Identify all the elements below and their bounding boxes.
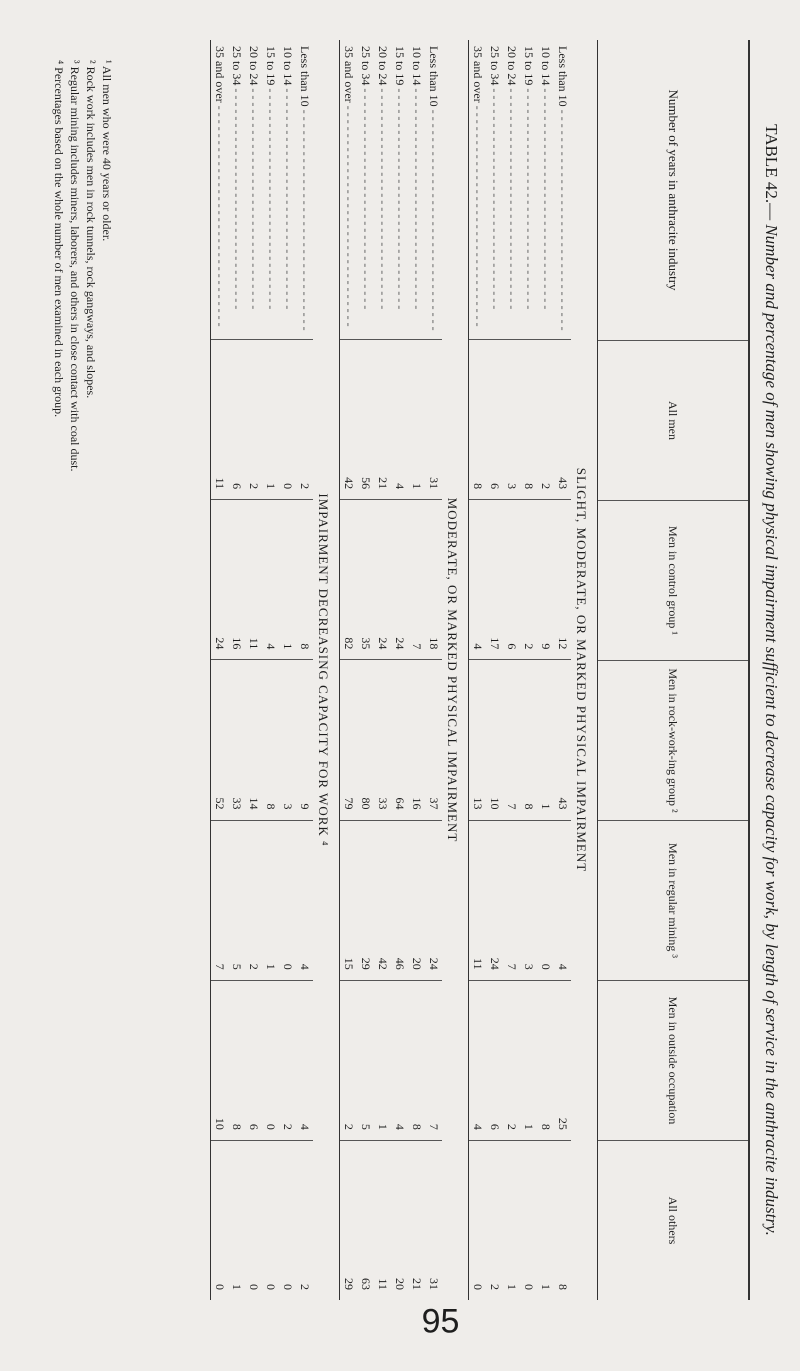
- row-label: 20 to 24 - - -: [374, 40, 391, 340]
- table-cell: 1: [262, 340, 279, 500]
- table-cell: 64: [391, 660, 408, 820]
- row-label: 20 to 24 - - -: [503, 40, 520, 340]
- table-cell: 82: [340, 500, 357, 660]
- table-cell: 1: [279, 500, 296, 660]
- row-label: 15 to 19 - - -: [262, 40, 279, 340]
- table-cell: 4: [391, 981, 408, 1141]
- table-cell: 8: [520, 660, 537, 820]
- table-cell: 63: [359, 1278, 373, 1291]
- table-cell: 9: [537, 500, 554, 660]
- table-cell: 24: [211, 500, 228, 660]
- table-cell: 1: [408, 340, 425, 500]
- table-cell: 3: [520, 821, 537, 981]
- table-row: [211, 40, 228, 1300]
- table-cell: 52: [211, 660, 228, 820]
- column-heading: All others: [666, 1196, 680, 1245]
- table-cell: 11: [376, 1278, 390, 1291]
- footnote: ³ Regular mining includes miners, laborers, and others in close contact with coal dust.: [68, 60, 82, 472]
- footnote: ¹ All men who were 40 years or older.: [100, 60, 114, 242]
- column-heading: Men in outside occupation: [598, 981, 748, 1141]
- table-cell: 1: [262, 821, 279, 981]
- table-row: [374, 40, 391, 1300]
- column-heading: Men in rock-work-ing group ²: [598, 661, 748, 821]
- column-heading: Men in control group ¹: [598, 501, 748, 661]
- table-cell: 16: [228, 500, 245, 660]
- table-cell: 24: [374, 500, 391, 660]
- row-label: 15 to 19 - - -: [391, 40, 408, 340]
- row-label: 15 to 19 - - -: [520, 40, 537, 340]
- table-cell: 1: [505, 1284, 519, 1291]
- table-cell: 2: [245, 821, 262, 981]
- table-cell: 21: [410, 1278, 424, 1291]
- table-row: [486, 40, 503, 1300]
- table-cell: 37: [425, 660, 442, 820]
- table-section: [339, 40, 464, 1300]
- table-row: [469, 40, 486, 1300]
- table-cell: 31: [425, 340, 442, 500]
- page-number: 95: [421, 1302, 460, 1341]
- table-cell: 7: [503, 821, 520, 981]
- table-cell: 0: [264, 1284, 278, 1291]
- row-label: Less than 10 - - -: [554, 40, 571, 340]
- table-cell: 8: [556, 1284, 570, 1291]
- table-section: [210, 40, 335, 1300]
- table-cell: 8: [296, 500, 313, 660]
- table-cell: 7: [211, 821, 228, 981]
- table-cell: 42: [340, 340, 357, 500]
- column-heading: Men in regular mining ³: [598, 821, 748, 981]
- table-row: [262, 40, 279, 1300]
- row-label: Less than 10 - - -: [296, 40, 313, 340]
- table-cell: 2: [537, 340, 554, 500]
- table-row: [357, 40, 374, 1300]
- table-cell: 15: [340, 821, 357, 981]
- table-cell: 2: [340, 981, 357, 1141]
- table-cell: 1: [537, 660, 554, 820]
- table-cell: 6: [245, 981, 262, 1141]
- table-cell: 1: [374, 981, 391, 1141]
- table-cell: 33: [228, 660, 245, 820]
- table-cell: 33: [374, 660, 391, 820]
- table-cell: 56: [357, 340, 374, 500]
- table-cell: 0: [522, 1284, 536, 1291]
- table-cell: 6: [486, 981, 503, 1141]
- table-cell: 6: [486, 340, 503, 500]
- table-row: [408, 40, 425, 1300]
- table-cell: 7: [408, 500, 425, 660]
- table-cell: 43: [554, 660, 571, 820]
- table-section: [468, 40, 593, 1300]
- table-cell: 43: [554, 340, 571, 500]
- footnotes: [51, 60, 115, 1300]
- row-label: 10 to 14 - - -: [279, 40, 296, 340]
- table-cell: 0: [281, 1284, 295, 1291]
- table-cell: 1: [539, 1284, 553, 1291]
- table-cell: 0: [471, 1284, 485, 1291]
- table-cell: 0: [262, 981, 279, 1141]
- table-cell: 11: [245, 500, 262, 660]
- table-cell: 46: [391, 821, 408, 981]
- table-cell: 4: [469, 981, 486, 1141]
- table-cell: 6: [503, 500, 520, 660]
- table-cell: 24: [486, 821, 503, 981]
- table-cell: 17: [486, 500, 503, 660]
- table-title-text: Number and percentage of men showing physical impairment sufficient to decrease capacity for work, by length of service in the anthracite industry.: [762, 224, 781, 1236]
- column-heading: All men: [598, 341, 748, 501]
- table-cell: 0: [279, 821, 296, 981]
- table-cell: 3: [279, 660, 296, 820]
- table-cell: 0: [279, 340, 296, 500]
- table-cell: 11: [211, 340, 228, 500]
- table-cell: 2: [488, 1284, 502, 1291]
- table-cell: 8: [262, 660, 279, 820]
- table-row: [340, 40, 357, 1300]
- row-label: 25 to 34 - - -: [228, 40, 245, 340]
- row-label: 25 to 34 - - -: [357, 40, 374, 340]
- table-cell: 2: [298, 1284, 312, 1291]
- table-cell: 20: [408, 821, 425, 981]
- section-title: MODERATE, OR MARKED PHYSICAL IMPAIRMENT: [445, 497, 460, 843]
- table-cell: 12: [554, 500, 571, 660]
- table-cell: 8: [537, 981, 554, 1141]
- table-cell: 21: [374, 340, 391, 500]
- table-row: [425, 40, 442, 1300]
- row-label: 20 to 24 - - -: [245, 40, 262, 340]
- table-row: [279, 40, 296, 1300]
- table-cell: 3: [503, 340, 520, 500]
- table-cell: 6: [228, 340, 245, 500]
- table-row: [391, 40, 408, 1300]
- table-row: [554, 40, 571, 1300]
- table-cell: 79: [340, 660, 357, 820]
- table-cell: 4: [391, 340, 408, 500]
- table-cell: 2: [503, 981, 520, 1141]
- row-label: 25 to 34 - - -: [486, 40, 503, 340]
- table-cell: 1: [230, 1284, 244, 1291]
- row-label: 10 to 14 - - -: [408, 40, 425, 340]
- table-title: [760, 40, 782, 1320]
- table-cell: 8: [520, 340, 537, 500]
- table-cell: 10: [211, 981, 228, 1141]
- table-cell: 2: [296, 340, 313, 500]
- table-cell: 4: [469, 500, 486, 660]
- table-cell: 7: [503, 660, 520, 820]
- table-cell: 5: [228, 821, 245, 981]
- row-label: Less than 10 - - -: [425, 40, 442, 340]
- table-row: [503, 40, 520, 1300]
- table-cell: 8: [228, 981, 245, 1141]
- table-cell: 8: [469, 340, 486, 500]
- table-cell: 31: [427, 1278, 441, 1291]
- row-label: 35 and over - - -: [340, 40, 357, 340]
- section-title: IMPAIRMENT DECREASING CAPACITY FOR WORK ⁴: [316, 493, 331, 847]
- stub-heading: Number of years in anthracite industry: [598, 40, 748, 341]
- table-cell: 8: [408, 981, 425, 1141]
- table-cell: 16: [408, 660, 425, 820]
- table-cell: 4: [296, 981, 313, 1141]
- row-label: 35 and over - - -: [211, 40, 228, 340]
- footnote: ⁴ Percentages based on the whole number of men examined in each group.: [52, 60, 66, 418]
- table-cell: 7: [425, 981, 442, 1141]
- table-cell: 29: [342, 1278, 356, 1291]
- table-row: [520, 40, 537, 1300]
- table-cell: 18: [425, 500, 442, 660]
- table-cell: 2: [279, 981, 296, 1141]
- table-row: [228, 40, 245, 1300]
- table-row: [245, 40, 262, 1300]
- table-cell: 11: [469, 821, 486, 981]
- row-label: 10 to 14 - - -: [537, 40, 554, 340]
- data-table: [210, 40, 750, 1300]
- table-cell: 24: [391, 500, 408, 660]
- table-cell: 25: [554, 981, 571, 1141]
- table-cell: 35: [357, 500, 374, 660]
- table-cell: 4: [262, 500, 279, 660]
- table-cell: 5: [357, 981, 374, 1141]
- section-title: SLIGHT, MODERATE, OR MARKED PHYSICAL IMPAIRMENT: [574, 467, 589, 873]
- table-row: [296, 40, 313, 1300]
- row-label: 35 and over - - -: [469, 40, 486, 340]
- table-cell: 9: [296, 660, 313, 820]
- table-cell: 20: [393, 1278, 407, 1291]
- table-cell: 10: [486, 660, 503, 820]
- table-cell: 4: [296, 821, 313, 981]
- table-title-prefix: TABLE 42.—: [762, 124, 781, 221]
- table-cell: 13: [469, 660, 486, 820]
- table-cell: 2: [520, 500, 537, 660]
- table-cell: 0: [247, 1284, 261, 1291]
- table-cell: 80: [357, 660, 374, 820]
- table-cell: 1: [520, 981, 537, 1141]
- table-cell: 4: [554, 821, 571, 981]
- table-row: [537, 40, 554, 1300]
- column-header-row: [597, 40, 750, 1300]
- table-cell: 42: [374, 821, 391, 981]
- table-cell: 0: [213, 1284, 227, 1291]
- table-cell: 24: [425, 821, 442, 981]
- table-cell: 29: [357, 821, 374, 981]
- table-cell: 14: [245, 660, 262, 820]
- table-cell: 0: [537, 821, 554, 981]
- footnote: ² Rock work includes men in rock tunnels, rock gangways, and slopes.: [84, 60, 98, 399]
- table-cell: 2: [245, 340, 262, 500]
